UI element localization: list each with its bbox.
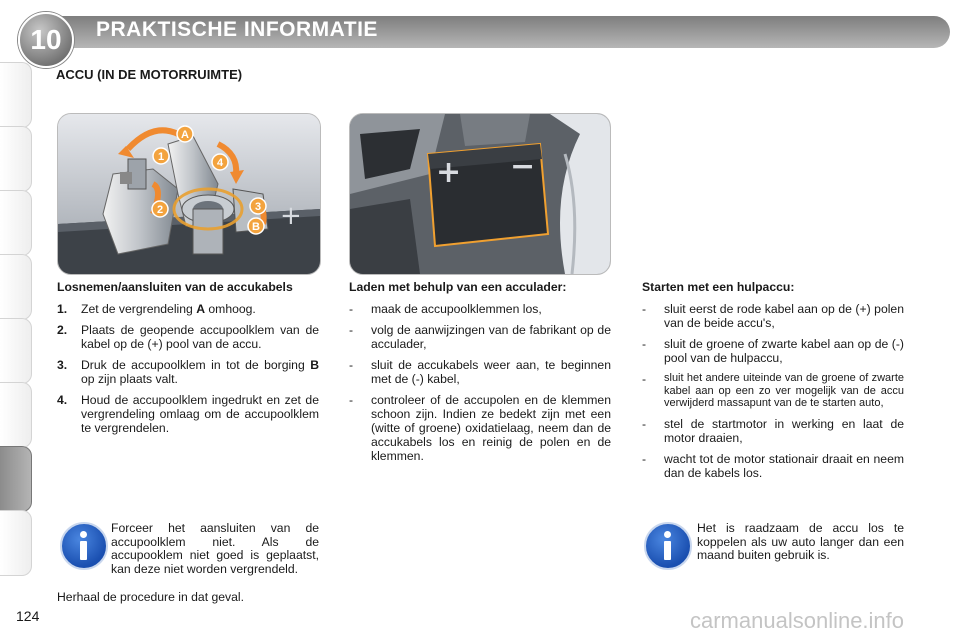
page-number: 124 bbox=[16, 608, 40, 624]
list-item: - sluit eerst de rode kabel aan op de (+) polen van de beide accu's, bbox=[642, 302, 904, 330]
battery-terminal-photo bbox=[57, 113, 321, 275]
label-b: B bbox=[252, 221, 260, 233]
chapter-tab bbox=[0, 382, 32, 448]
column-jump-start bbox=[642, 280, 904, 487]
list-item-text: sluit de groene of zwarte kabel aan op de (-) pool van de hulpaccu, bbox=[664, 337, 904, 365]
battery-terminal-illustration bbox=[58, 114, 320, 274]
note-right-text: Het is raadzaam de accu los te koppelen als uw auto langer dan een maand buiten gebruik is. bbox=[697, 521, 904, 562]
step-bold: A bbox=[196, 302, 205, 316]
step-text: omhoog. bbox=[205, 302, 256, 316]
svg-text:+: + bbox=[280, 201, 302, 231]
column-charger bbox=[349, 280, 611, 470]
list-item-text: stel de startmotor in werking en laat de motor draaien, bbox=[664, 416, 904, 445]
info-icon bbox=[60, 522, 108, 570]
list-item bbox=[57, 393, 319, 435]
column-disconnect-cables bbox=[57, 280, 319, 442]
engine-bay-illustration bbox=[350, 114, 610, 274]
list-item-text: sluit de accukabels weer aan, te beginnen met de (-) kabel, bbox=[371, 358, 611, 386]
col1-heading: Losnemen/aansluiten van de accukabels bbox=[57, 280, 293, 294]
col2-heading: Laden met behulp van een acculader: bbox=[349, 280, 567, 294]
watermark: carmanualsonline.info bbox=[690, 608, 905, 633]
info-icon bbox=[644, 522, 692, 570]
note-left-text: Forceer het aansluiten van de accupoolklem niet. Als de accupooklem niet goed is geplaatst, kan deze niet worden vergrendeld. bbox=[111, 521, 319, 576]
list-item bbox=[57, 323, 319, 351]
step-text: Plaats de geopende accupoolklem van de kabel op de (+) pool van de accu. bbox=[81, 323, 319, 351]
note-left-after: Herhaal de procedure in dat geval. bbox=[57, 590, 244, 604]
chapter-tab bbox=[0, 318, 32, 384]
list-item-text: wacht tot de motor stationair draait en neem dan de kabels los. bbox=[664, 451, 904, 480]
chapter-number: 10 bbox=[18, 12, 74, 68]
engine-bay-photo bbox=[349, 113, 611, 275]
label-3: 3 bbox=[254, 201, 262, 213]
step-number: 1. bbox=[57, 302, 68, 316]
col3-heading: Starten met een hulpaccu: bbox=[642, 280, 795, 294]
step-number: 3. bbox=[57, 358, 68, 372]
list-item bbox=[57, 302, 319, 316]
list-item: - sluit het andere uiteinde van de groene of zwarte kabel aan op een zo ver mogelijk van de accu verwijderd massapunt van de te starten auto, bbox=[642, 372, 904, 409]
list-item: - wacht tot de motor stationair draait en neem dan de kabels los. bbox=[642, 451, 904, 480]
page-title: PRAKTISCHE INFORMATIE bbox=[96, 18, 378, 41]
step-text: Druk de accupoolklem in tot de borging bbox=[81, 358, 311, 372]
minus-terminal-label: − bbox=[510, 149, 536, 184]
list-item: - controleer of de accupolen en de klemmen schoon zijn. Indien ze bedekt zijn met een (witte of groene) oxidatielaag, neem dan de accukabels los en reinig de polen en de klemmen. bbox=[349, 393, 611, 463]
chapter-tab bbox=[0, 190, 32, 256]
chapter-tab bbox=[0, 62, 32, 128]
chapter-tab bbox=[0, 254, 32, 320]
plus-terminal-label: + bbox=[436, 155, 462, 190]
label-4: 4 bbox=[216, 157, 224, 169]
label-a: A bbox=[181, 129, 189, 141]
step-number: 4. bbox=[57, 393, 68, 407]
list-item-text: volg de aanwijzingen van de fabrikant op de acculader, bbox=[371, 323, 611, 351]
chapter-tab bbox=[0, 126, 32, 192]
label-2: 2 bbox=[156, 204, 164, 216]
step-number: 2. bbox=[57, 323, 68, 337]
list-item-text: sluit het andere uiteinde van de groene of zwarte kabel aan op een zo ver mogelijk van de accu verwijderd massapunt van de te starten auto, bbox=[664, 372, 904, 409]
step-text: Zet de vergrendeling bbox=[81, 302, 197, 316]
list-item: - maak de accupoolklemmen los, bbox=[349, 302, 611, 316]
list-item: - sluit de accukabels weer aan, te beginnen met de (-) kabel, bbox=[349, 358, 611, 386]
label-1: 1 bbox=[157, 151, 165, 163]
section-title: ACCU (IN DE MOTORRUIMTE) bbox=[56, 67, 243, 82]
list-item: - sluit de groene of zwarte kabel aan op de (-) pool van de hulpaccu, bbox=[642, 337, 904, 365]
list-item: - stel de startmotor in werking en laat de motor draaien, bbox=[642, 416, 904, 445]
chapter-tab-active bbox=[0, 446, 32, 512]
list-item-text: controleer of de accupolen en de klemmen schoon zijn. Indien ze bedekt zijn met een (witte of groene) oxidatielaag, neem dan de accukabels los en reinig de polen en de klemmen. bbox=[371, 393, 611, 463]
step-text: Houd de accupoolklem ingedrukt en zet de vergrendeling omlaag om de accupoolklem te vergrendelen. bbox=[81, 393, 319, 435]
step-text: op zijn plaats valt. bbox=[81, 372, 178, 386]
list-item: - volg de aanwijzingen van de fabrikant op de acculader, bbox=[349, 323, 611, 351]
list-item-text: maak de accupoolklemmen los, bbox=[371, 302, 542, 316]
chapter-tab bbox=[0, 510, 32, 576]
list-item-text: sluit eerst de rode kabel aan op de (+) polen van de beide accu's, bbox=[664, 302, 904, 330]
chapter-tabs bbox=[0, 62, 34, 577]
step-bold: B bbox=[310, 358, 319, 372]
list-item bbox=[57, 358, 319, 386]
